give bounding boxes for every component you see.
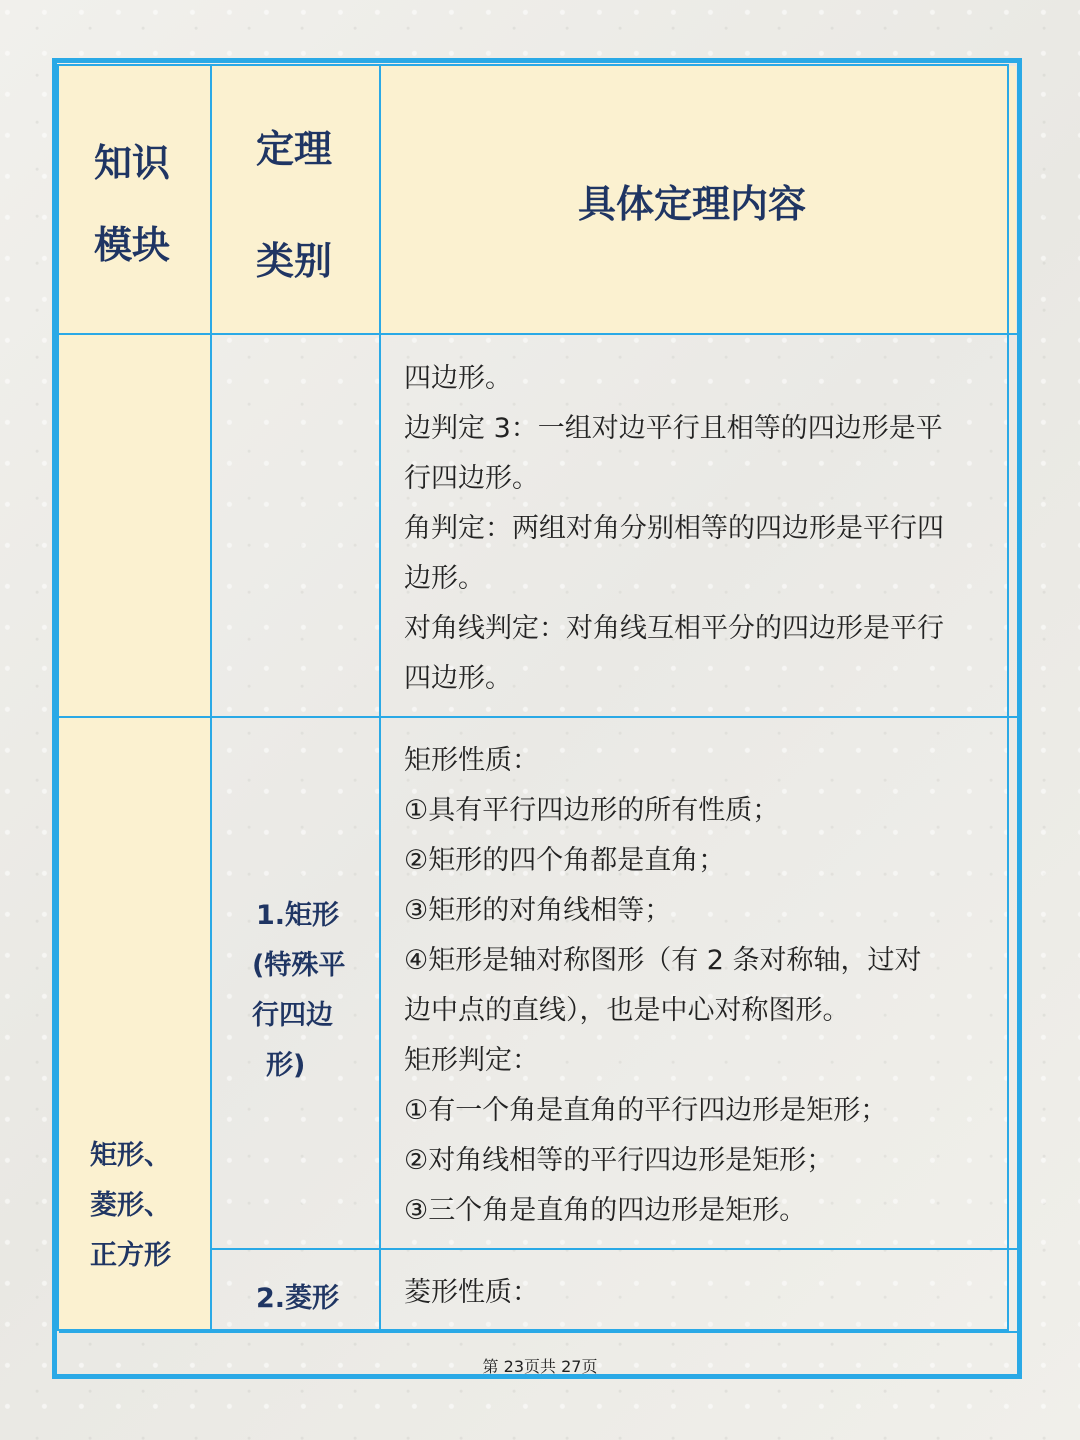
row-divider-bottom (59, 1331, 1017, 1333)
page-number: 第 23页共 27页 (482, 1357, 598, 1376)
row2-line: ③三个角是直角的四边形是矩形。 (404, 1195, 807, 1226)
row-divider-2 (211, 1248, 1017, 1250)
header-module-line1: 知识 (94, 141, 171, 185)
col-divider-1 (210, 66, 212, 1333)
module2-line: 矩形、 (90, 1140, 171, 1171)
header-category-line1: 定理 (256, 127, 333, 171)
row2-line: ①具有平行四边形的所有性质； (404, 795, 780, 826)
col-divider-2 (379, 66, 381, 1333)
module2-line: 正方形 (90, 1240, 171, 1271)
row2-line: 矩形性质： (404, 745, 539, 776)
row1-line: 行四边形。 (404, 463, 539, 494)
row-divider-header (59, 333, 1017, 335)
row1-line: 边判定 3：一组对边平行且相等的四边形是平 (404, 413, 943, 444)
row1-line: 边形。 (404, 563, 485, 594)
row2-category-line: 行四边 (252, 1000, 333, 1031)
row3-category: 2.菱形 (256, 1283, 340, 1314)
row3-content (404, 1268, 539, 1318)
row2-category-line: 1.矩形 (256, 900, 340, 931)
row1-line: 对角线判定：对角线互相平分的四边形是平行 (404, 613, 944, 644)
row3-line: 菱形性质： (404, 1277, 539, 1308)
row2-content (404, 736, 922, 1236)
row2-line: ④矩形是轴对称图形（有 2 条对称轴，过对 (404, 945, 922, 976)
row2-line: 边中点的直线），也是中心对称图形。 (404, 995, 850, 1026)
module2-line: 菱形、 (90, 1190, 171, 1221)
row2-category-line: (特殊平 (252, 950, 346, 981)
header-module-line2: 模块 (94, 223, 171, 267)
row2-line: ②矩形的四个角都是直角； (404, 845, 726, 876)
row1-content (404, 354, 944, 704)
row-divider-1 (59, 716, 1017, 718)
row2-line: 矩形判定： (404, 1045, 539, 1076)
row2-line: ③矩形的对角线相等； (404, 895, 672, 926)
row2-line: ②对角线相等的平行四边形是矩形； (404, 1145, 834, 1176)
row1-line: 四边形。 (404, 363, 512, 394)
header-category-line2: 类别 (256, 239, 333, 283)
row1-line: 角判定：两组对角分别相等的四边形是平行四 (404, 513, 944, 544)
row2-category-line: 形) (266, 1050, 306, 1081)
header-content: 具体定理内容 (578, 182, 807, 226)
row1-line: 四边形。 (404, 663, 512, 694)
row2-line: ①有一个角是直角的平行四边形是矩形； (404, 1095, 888, 1126)
